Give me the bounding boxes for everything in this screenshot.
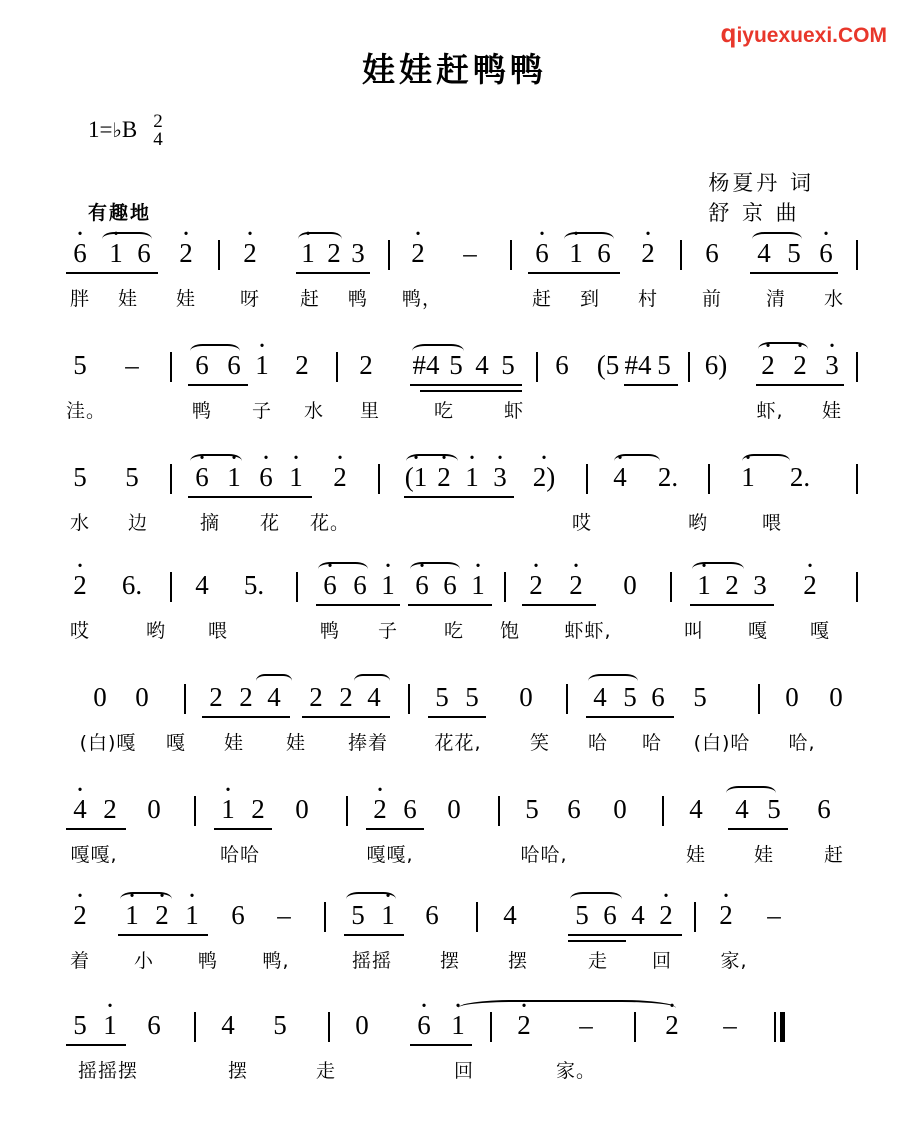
lyric-syllable: 花花,	[434, 732, 482, 754]
note: 4	[367, 682, 381, 712]
note: · 6	[73, 238, 87, 269]
key-signature	[88, 111, 163, 151]
note: · 4	[73, 794, 87, 825]
lyric-syllable: 娃	[175, 288, 197, 310]
lyric-syllable: 水	[303, 400, 325, 422]
lyric-syllable: 哟	[687, 512, 709, 534]
lyric-syllable: 嘎	[747, 620, 769, 642]
lyric-syllable: 赶	[299, 288, 321, 310]
lyric-syllable: 回	[651, 950, 673, 972]
lyrics-row-6	[58, 840, 858, 874]
note: 6	[443, 570, 457, 600]
note: 0	[519, 682, 533, 712]
note: 2	[209, 682, 223, 712]
note: · 2)	[533, 462, 556, 493]
note: #4	[624, 350, 652, 380]
lyric-syllable: 哈哈,	[520, 844, 568, 866]
note: 6	[353, 570, 367, 600]
note: 5	[73, 350, 87, 380]
note: 4	[267, 682, 281, 712]
note: 6	[227, 350, 241, 380]
note: · 2	[793, 350, 807, 381]
lyric-syllable: 嘎嘎,	[366, 844, 414, 866]
note: 4	[221, 1010, 235, 1040]
lyric-syllable: 饱	[499, 620, 521, 642]
note: 4	[631, 900, 645, 930]
lyrics-row-2	[58, 396, 858, 430]
note: 5	[449, 350, 463, 380]
lyric-syllable: 哎	[69, 620, 91, 642]
lyric-syllable: 家,	[720, 950, 748, 972]
lyric-syllable: 鸭	[191, 400, 213, 422]
lyrics-row-5	[58, 728, 858, 762]
music-system-4	[58, 570, 858, 650]
note: · 1	[185, 900, 199, 931]
note: 5	[501, 350, 515, 380]
note: 0	[147, 794, 161, 824]
note: 6	[403, 794, 417, 824]
lyric-syllable: 吃	[443, 620, 465, 642]
lyric-syllable: 呀	[239, 288, 261, 310]
note: 5	[623, 682, 637, 712]
notation-row-1	[58, 238, 858, 284]
note: 6	[651, 682, 665, 712]
note: 4	[475, 350, 489, 380]
note: · 3	[825, 350, 839, 381]
note: · 6	[323, 570, 337, 601]
meter-denominator: 4	[153, 129, 163, 151]
lyricist-credit: 杨夏丹 词	[708, 171, 814, 195]
note: 4	[757, 238, 771, 268]
notation-row-7	[58, 900, 858, 946]
note: · 2	[179, 238, 193, 269]
note: 5	[273, 1010, 287, 1040]
note: 6	[817, 794, 831, 824]
note: 5	[73, 1010, 87, 1040]
lyrics-row-8	[58, 1056, 858, 1090]
lyric-syllable: 边	[127, 512, 149, 534]
note: · 1	[381, 900, 395, 931]
note: 5.	[243, 570, 265, 600]
note: · 2	[761, 350, 775, 381]
lyric-syllable: 鸭，	[401, 288, 443, 310]
note: 5	[787, 238, 801, 268]
note: 5	[767, 794, 781, 824]
note: · 1	[741, 462, 755, 493]
note: · 1	[465, 462, 479, 493]
note: · 2	[333, 462, 347, 493]
note: 2	[251, 794, 265, 824]
note: · 2	[719, 900, 733, 931]
note: 4	[735, 794, 749, 824]
note: 5	[73, 462, 87, 492]
lyric-syllable: 娃	[223, 732, 245, 754]
lyric-syllable: 娃	[753, 844, 775, 866]
lyric-syllable: 花	[259, 512, 281, 534]
note: 3	[351, 238, 365, 268]
lyric-syllable: 子	[251, 400, 273, 422]
lyric-syllable: 鸭	[347, 288, 369, 310]
page-title: 娃娃赶鸭鸭	[362, 50, 547, 89]
watermark-initial: q	[720, 18, 737, 48]
note: · 1	[289, 462, 303, 493]
note: · 1	[109, 238, 123, 269]
note: · 1	[471, 570, 485, 601]
note: · 6	[415, 570, 429, 601]
music-system-5	[58, 682, 858, 762]
note: 5	[525, 794, 539, 824]
lyric-syllable: 虾虾,	[564, 620, 612, 642]
note: –	[463, 238, 477, 268]
note: · 2	[529, 570, 543, 601]
note: 5	[575, 900, 589, 930]
watermark-text: iyuexuexi.COM	[736, 24, 887, 47]
lyric-syllable: 虾,	[756, 400, 784, 422]
note: · 1	[103, 1010, 117, 1041]
note: 2	[327, 238, 341, 268]
note: 2	[725, 570, 739, 600]
note: · 1	[569, 238, 583, 269]
note: · 6	[819, 238, 833, 269]
lyric-syllable: 洼。	[65, 400, 107, 422]
note: · 2	[641, 238, 655, 269]
note: 0	[355, 1010, 369, 1040]
lyric-syllable: 哈	[587, 732, 609, 754]
lyric-syllable: 捧着	[347, 732, 389, 754]
note: · 2	[437, 462, 451, 493]
lyric-syllable: 哈	[641, 732, 663, 754]
flat-symbol: ♭	[112, 119, 122, 142]
lyric-syllable: 摇摇摆	[77, 1060, 139, 1082]
music-system-1	[58, 238, 858, 318]
note: · 1	[227, 462, 241, 493]
note: 4	[593, 682, 607, 712]
note: 5	[125, 462, 139, 492]
lyric-syllable: 虾	[503, 400, 525, 422]
lyric-syllable: 子	[377, 620, 399, 642]
note: · 3	[493, 462, 507, 493]
note: 5	[465, 682, 479, 712]
note: –	[723, 1010, 737, 1040]
lyric-syllable: 胖	[69, 288, 91, 310]
lyrics-row-4	[58, 616, 858, 650]
music-system-2	[58, 350, 858, 430]
lyric-syllable: 水	[823, 288, 845, 310]
note: · 6	[535, 238, 549, 269]
note: 6	[231, 900, 245, 930]
note: 5	[693, 682, 707, 712]
note: 5	[657, 350, 671, 380]
composer-credit: 舒 京 曲	[708, 201, 800, 226]
lyric-syllable: 叫	[683, 620, 705, 642]
note: · 2	[73, 900, 87, 931]
lyric-syllable: 哈哈	[219, 844, 261, 866]
note: 0	[623, 570, 637, 600]
lyrics-row-7	[58, 946, 858, 980]
lyric-syllable: 喂	[207, 620, 229, 642]
note: · 2	[155, 900, 169, 931]
lyric-syllable: 水	[69, 512, 91, 534]
note: 0	[613, 794, 627, 824]
lyrics-row-1	[58, 284, 858, 318]
note: 4	[195, 570, 209, 600]
note: · 2	[411, 238, 425, 269]
note: · 6	[259, 462, 273, 493]
notation-row-6	[58, 794, 858, 840]
note: 6	[705, 238, 719, 268]
note: –	[125, 350, 139, 380]
note: 6	[597, 238, 611, 268]
note: 6	[195, 350, 209, 380]
note: · 6	[417, 1010, 431, 1041]
lyric-syllable: 鸭	[319, 620, 341, 642]
note: · 1	[255, 350, 269, 381]
lyric-syllable: 摆	[439, 950, 461, 972]
note: 0	[829, 682, 843, 712]
note: –	[277, 900, 291, 930]
note: 6	[603, 900, 617, 930]
note: 5	[351, 900, 365, 930]
lyric-syllable: 赶	[823, 844, 845, 866]
note: 3	[753, 570, 767, 600]
note: 5	[435, 682, 449, 712]
note: 0	[135, 682, 149, 712]
note: 4	[689, 794, 703, 824]
notation-row-4	[58, 570, 858, 616]
expression-mark: 有趣地	[88, 202, 152, 224]
lyric-syllable: 娃	[685, 844, 707, 866]
lyric-syllable: 摘	[199, 512, 221, 534]
lyric-syllable: 摆	[227, 1060, 249, 1082]
lyric-syllable: 走	[315, 1060, 337, 1082]
note: 6	[567, 794, 581, 824]
lyric-syllable: 哈,	[788, 732, 816, 754]
lyric-syllable: 摇摇	[351, 950, 393, 972]
lyric-syllable: (白)嘎	[79, 732, 137, 754]
lyric-syllable: 前	[701, 288, 723, 310]
lyric-syllable: 花。	[309, 512, 351, 534]
note: 6	[555, 350, 569, 380]
note: · (1	[405, 462, 428, 493]
note: · 2	[517, 1010, 531, 1041]
note: 0	[295, 794, 309, 824]
note: 2.	[657, 462, 679, 492]
note: 0	[93, 682, 107, 712]
music-system-8	[58, 1010, 858, 1090]
lyric-syllable: 回	[453, 1060, 475, 1082]
lyric-syllable: 嘎	[809, 620, 831, 642]
notation-row-5	[58, 682, 858, 728]
lyric-syllable: (白)哈	[693, 732, 751, 754]
note: (5	[596, 350, 620, 380]
note: 6	[425, 900, 439, 930]
note: 6	[147, 1010, 161, 1040]
note: · 2	[73, 570, 87, 601]
note: · 2	[659, 900, 673, 931]
note: 2.	[789, 462, 811, 492]
note: 0	[447, 794, 461, 824]
note: · 1	[381, 570, 395, 601]
music-system-3	[58, 462, 858, 542]
note: · 2	[569, 570, 583, 601]
note: 6	[137, 238, 151, 268]
lyric-syllable: 里	[359, 400, 381, 422]
note: 0	[785, 682, 799, 712]
note: 2	[295, 350, 309, 380]
note: · 2	[373, 794, 387, 825]
lyric-syllable: 家。	[555, 1060, 597, 1082]
note: · 1	[451, 1010, 465, 1041]
note: · 4	[613, 462, 627, 493]
key-letter: B	[121, 117, 138, 143]
lyric-syllable: 到	[579, 288, 601, 310]
note: 6.	[121, 570, 143, 600]
meter-numerator: 2	[153, 111, 163, 132]
lyric-syllable: 笑	[529, 732, 551, 754]
note: 6)	[704, 350, 728, 380]
music-system-7	[58, 900, 858, 980]
lyric-syllable: 清	[765, 288, 787, 310]
lyric-syllable: 着	[69, 950, 91, 972]
lyric-syllable: 娃	[821, 400, 843, 422]
credits	[708, 168, 814, 229]
time-signature	[153, 113, 163, 149]
note: · 1	[125, 900, 139, 931]
lyric-syllable: 哟	[145, 620, 167, 642]
lyric-syllable: 小	[133, 950, 155, 972]
lyric-syllable: 村	[637, 288, 659, 310]
note: 4	[503, 900, 517, 930]
note: · 2	[243, 238, 257, 269]
lyric-syllable: 鸭	[197, 950, 219, 972]
note: –	[767, 900, 781, 930]
note: · 1	[697, 570, 711, 601]
note: · 2	[803, 570, 817, 601]
note: · 2	[665, 1010, 679, 1041]
lyric-syllable: 摆	[507, 950, 529, 972]
lyric-syllable: 娃	[117, 288, 139, 310]
lyric-syllable: 喂	[761, 512, 783, 534]
notation-row-3	[58, 462, 858, 508]
lyric-syllable: 嘎	[165, 732, 187, 754]
note: · 1	[301, 238, 315, 269]
lyric-syllable: 鸭,	[262, 950, 290, 972]
note: · 6	[195, 462, 209, 493]
note: #4	[412, 350, 440, 380]
notation-row-8	[58, 1010, 858, 1056]
music-system-6	[58, 794, 858, 874]
note: 2	[103, 794, 117, 824]
lyric-syllable: 赶	[531, 288, 553, 310]
note: 2	[309, 682, 323, 712]
lyric-syllable: 哎	[571, 512, 593, 534]
note: 2	[239, 682, 253, 712]
note: –	[579, 1010, 593, 1040]
lyric-syllable: 吃	[433, 400, 455, 422]
lyric-syllable: 娃	[285, 732, 307, 754]
note: · 1	[221, 794, 235, 825]
lyric-syllable: 嘎嘎,	[70, 844, 118, 866]
lyrics-row-3	[58, 508, 858, 542]
note: 2	[359, 350, 373, 380]
notation-row-2	[58, 350, 858, 396]
key-prefix: 1=	[88, 117, 113, 143]
note: 2	[339, 682, 353, 712]
lyric-syllable: 走	[587, 950, 609, 972]
